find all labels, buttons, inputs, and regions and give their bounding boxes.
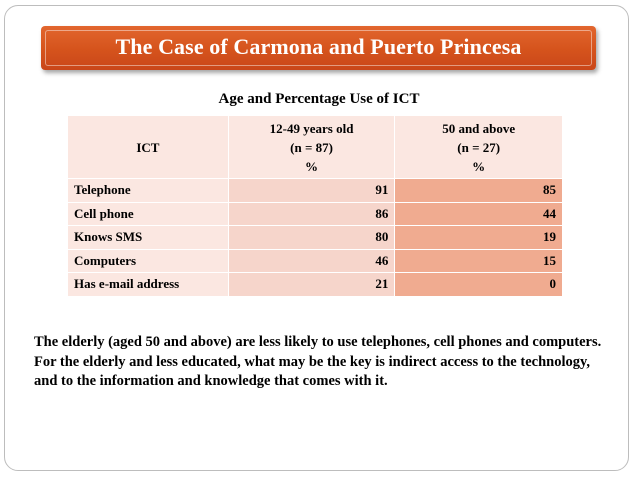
row-label: Cell phone xyxy=(68,202,229,226)
header-ict-label: ICT xyxy=(136,139,160,155)
cell-young-value: 21 xyxy=(228,273,395,297)
header-young-n: (n = 87) xyxy=(290,139,333,155)
table-row xyxy=(68,273,563,297)
row-label: Has e-mail address xyxy=(68,273,229,297)
table-row xyxy=(68,202,563,226)
header-old xyxy=(395,116,563,179)
header-old-unit: % xyxy=(472,158,486,174)
cell-old-value: 44 xyxy=(395,202,563,226)
cell-old-value: 15 xyxy=(395,249,563,273)
cell-old-value: 19 xyxy=(395,226,563,250)
header-old-age: 50 and above xyxy=(442,120,516,136)
description-text: The elderly (aged 50 and above) are less likely to use telephones, cell phones and computers. For the elderly and less educated, what may be the key is indirect access to the technology, and to the information and knowledge that comes with it. xyxy=(34,334,602,389)
table-row xyxy=(68,179,563,203)
row-label: Knows SMS xyxy=(68,226,229,250)
header-young-unit: % xyxy=(305,158,319,174)
cell-young-value: 46 xyxy=(228,249,395,273)
header-ict xyxy=(68,116,229,179)
header-young xyxy=(228,116,395,179)
slide-title: The Case of Carmona and Puerto Princesa xyxy=(115,34,522,59)
cell-old-value: 0 xyxy=(395,273,563,297)
ict-usage-table xyxy=(67,115,563,297)
cell-old-value: 85 xyxy=(395,179,563,203)
table-row xyxy=(68,226,563,250)
cell-young-value: 91 xyxy=(228,179,395,203)
title-banner xyxy=(41,26,596,70)
row-label: Computers xyxy=(68,249,229,273)
row-label: Telephone xyxy=(68,179,229,203)
table-header-row xyxy=(68,116,563,179)
header-young-age: 12-49 years old xyxy=(269,120,354,136)
cell-young-value: 86 xyxy=(228,202,395,226)
table-row xyxy=(68,249,563,273)
header-old-n: (n = 27) xyxy=(457,139,501,155)
table-caption: Age and Percentage Use of ICT xyxy=(218,91,420,107)
cell-young-value: 80 xyxy=(228,226,395,250)
